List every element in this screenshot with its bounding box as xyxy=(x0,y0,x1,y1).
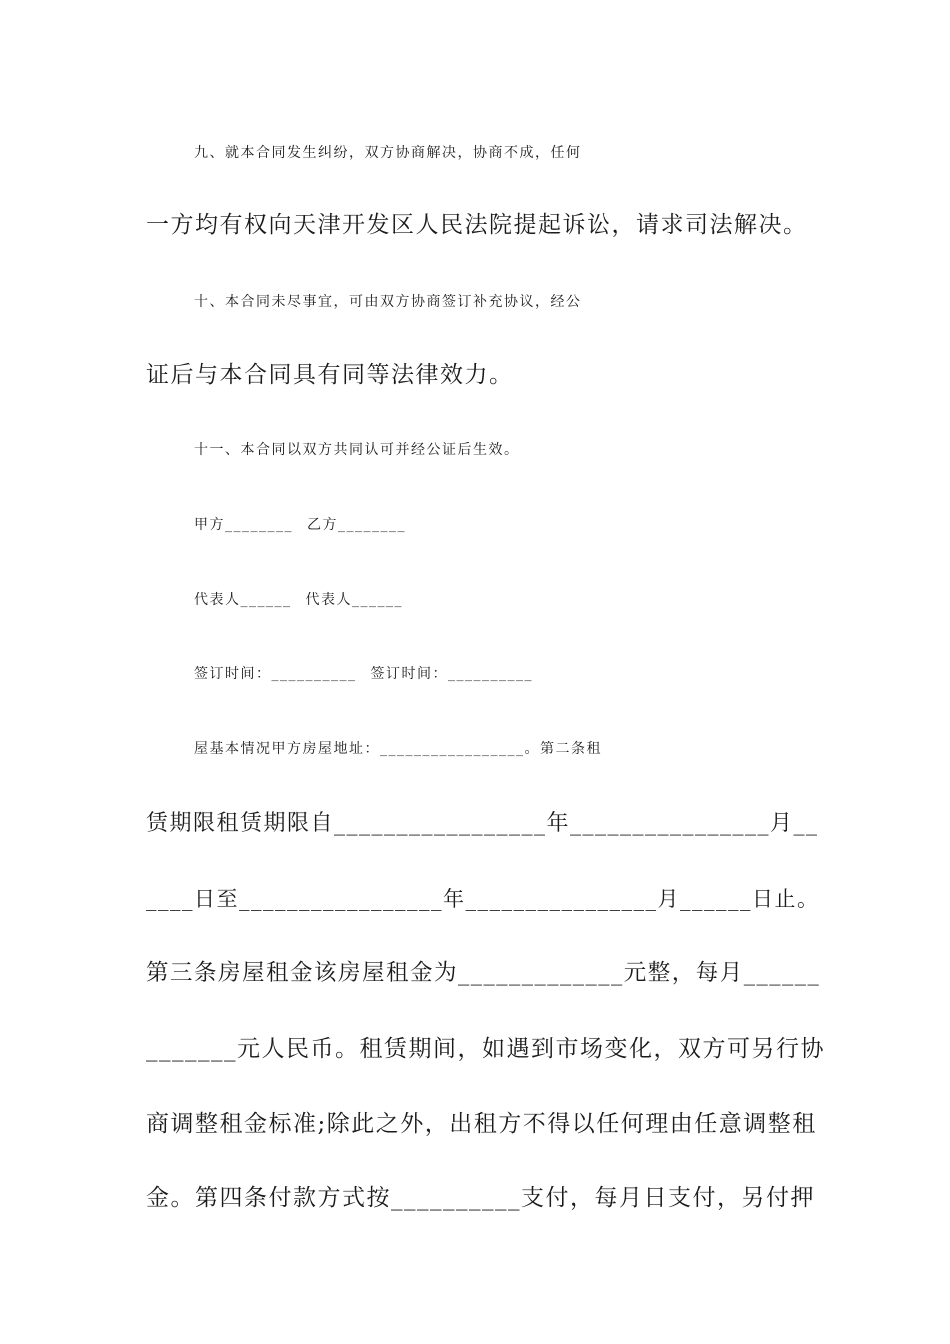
signing-date-b: 签订时间：__________ xyxy=(370,666,533,682)
representative-a-signature: 代表人______ xyxy=(194,592,292,608)
signing-date-a: 签订时间：__________ xyxy=(194,666,357,682)
clause-9-line-1: 九、就本合同发生纠纷，双方协商解决，协商不成，任何 xyxy=(194,145,582,161)
signature-date-row xyxy=(194,654,874,694)
clause-10-line-1: 十、本合同未尽事宜，可由双方协商签订补充协议，经公 xyxy=(194,294,582,310)
lease-text-line-1: 屋基本情况甲方房屋地址：_________________。第二条租 xyxy=(194,741,602,757)
clause-11-line: 十一、本合同以双方共同认可并经公证后生效。 xyxy=(194,442,520,458)
clause-10-line-2: 证后与本合同具有同等法律效力。 xyxy=(146,362,514,388)
signature-representative-row xyxy=(194,580,874,620)
party-b-signature: 乙方________ xyxy=(307,517,406,533)
signature-party-row xyxy=(194,505,874,545)
lease-text-line-6: 商调整租金标准;除此之外，出租方不得以任何理由任意调整租 xyxy=(146,1111,817,1137)
lease-text-line-3: ____日至_________________年________________月______日止。 xyxy=(146,887,820,911)
lease-text-line-4: 第三条房屋租金该房屋租金为_____________元整，每月______ xyxy=(146,960,821,986)
lease-text-line-2: 赁期限租赁期限自_________________年________________月__ xyxy=(146,811,819,836)
lease-text-line-5: _______元人民币。租赁期间，如遇到市场变化，双方可另行协 xyxy=(146,1036,825,1062)
clause-9-line-2: 一方均有权向天津开发区人民法院提起诉讼，请求司法解决。 xyxy=(146,212,808,238)
party-a-signature: 甲方________ xyxy=(194,517,293,533)
representative-b-signature: 代表人______ xyxy=(305,592,403,608)
lease-text-line-7: 金。第四条付款方式按__________支付，每月日支付，另付押 xyxy=(146,1185,815,1211)
